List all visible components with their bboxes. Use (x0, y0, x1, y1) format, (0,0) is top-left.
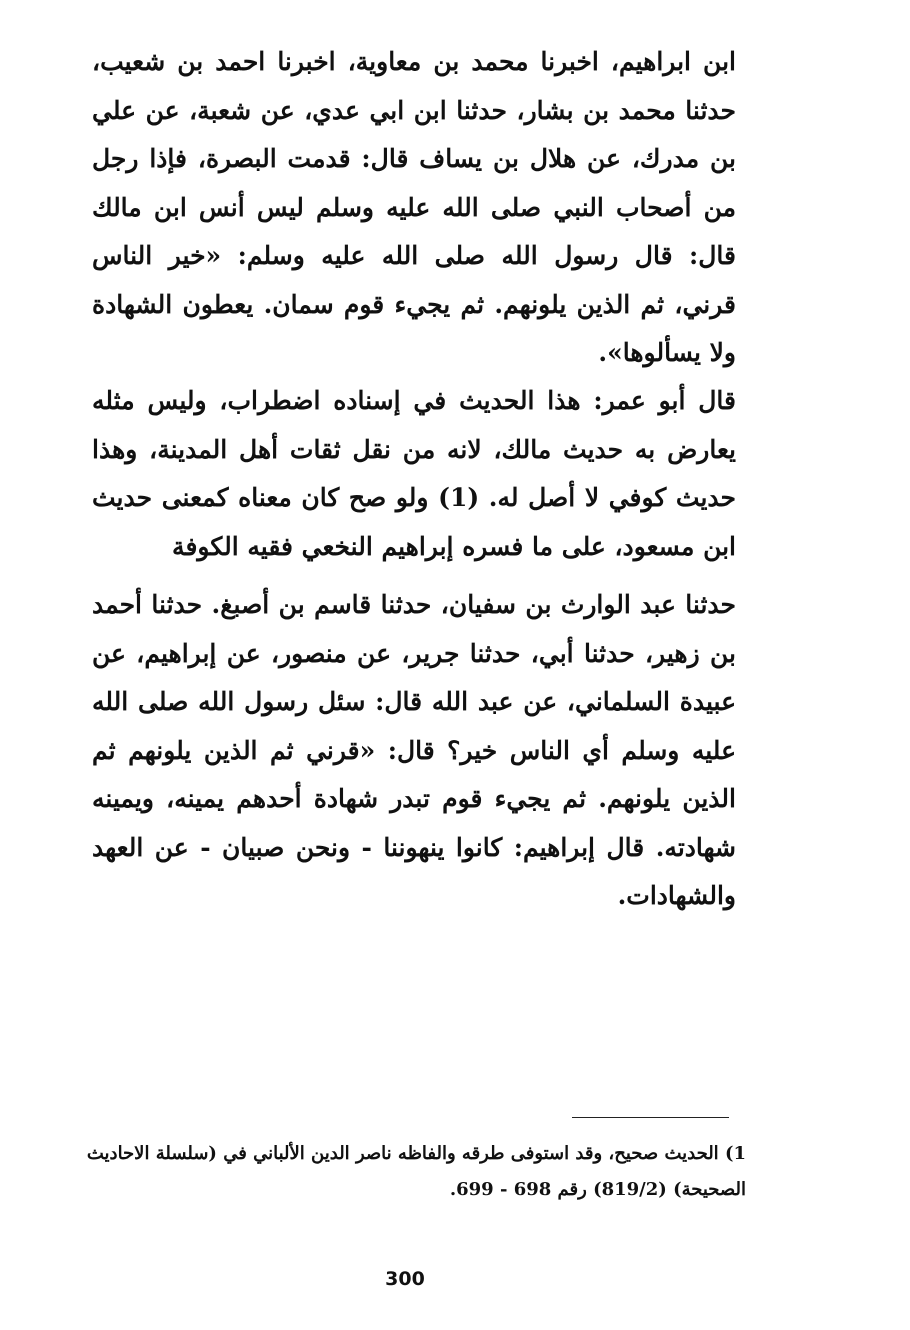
footnote-text: 1) الحديث صحيح، وقد استوفى طرقه والفاظه ناصر الدين الألباني في (سلسلة الاحاديث الصحيحة) (819/2) رقم 698 - 699. (86, 1143, 746, 1200)
paragraph-hadith-isnad-1 (92, 38, 736, 378)
paragraph-hadith-isnad-2 (92, 581, 736, 921)
paragraph-commentary (92, 377, 736, 571)
paragraph-text: حدثنا عبد الوارث بن سفيان، حدثنا قاسم بن أصبغ. حدثنا أحمد بن زهير، حدثنا أبي، حدثنا جرير، عن منصور، عن إبراهيم، عن عبيدة السلماني، عن عبد الله قال: سئل رسول الله صلى الله عليه وسلم أي الناس خير؟ قال: «قرني ثم الذين يلونهم ثم الذين يلونهم. ثم يجيء قوم تبدر شهادة أحدهم يمينه، ويمينه شهادته. قال إبراهيم: كانوا ينهوننا - ونحن صبيان - عن العهد والشهادات. (92, 590, 736, 910)
page-number: 300 (385, 1268, 425, 1290)
paragraph-text: ابن ابراهيم، اخبرنا محمد بن معاوية، اخبرنا احمد بن شعيب، حدثنا محمد بن بشار، حدثنا ابن ابي عدي، عن شعبة، عن علي بن مدرك، عن هلال بن يساف قال: قدمت البصرة، فإذا رجل من أصحاب النبي صلى الله عليه وسلم ليس أنس ابن مالك قال: قال رسول الله صلى الله عليه وسلم: «خير الناس قرني، ثم الذين يلونهم. ثم يجيء قوم سمان. يعطون الشهادة ولا يسألوها». (92, 47, 736, 367)
paragraph-text: قال أبو عمر: هذا الحديث في إسناده اضطراب، وليس مثله يعارض به حديث مالك، لانه من نقل ثقات أهل المدينة، وهذا حديث كوفي لا أصل له. (1) ولو صح كان معناه كمعنى حديث ابن مسعود، على ما فسره إبراهيم النخعي فقيه الكوفة (92, 386, 736, 561)
footnote-divider (572, 1117, 729, 1118)
